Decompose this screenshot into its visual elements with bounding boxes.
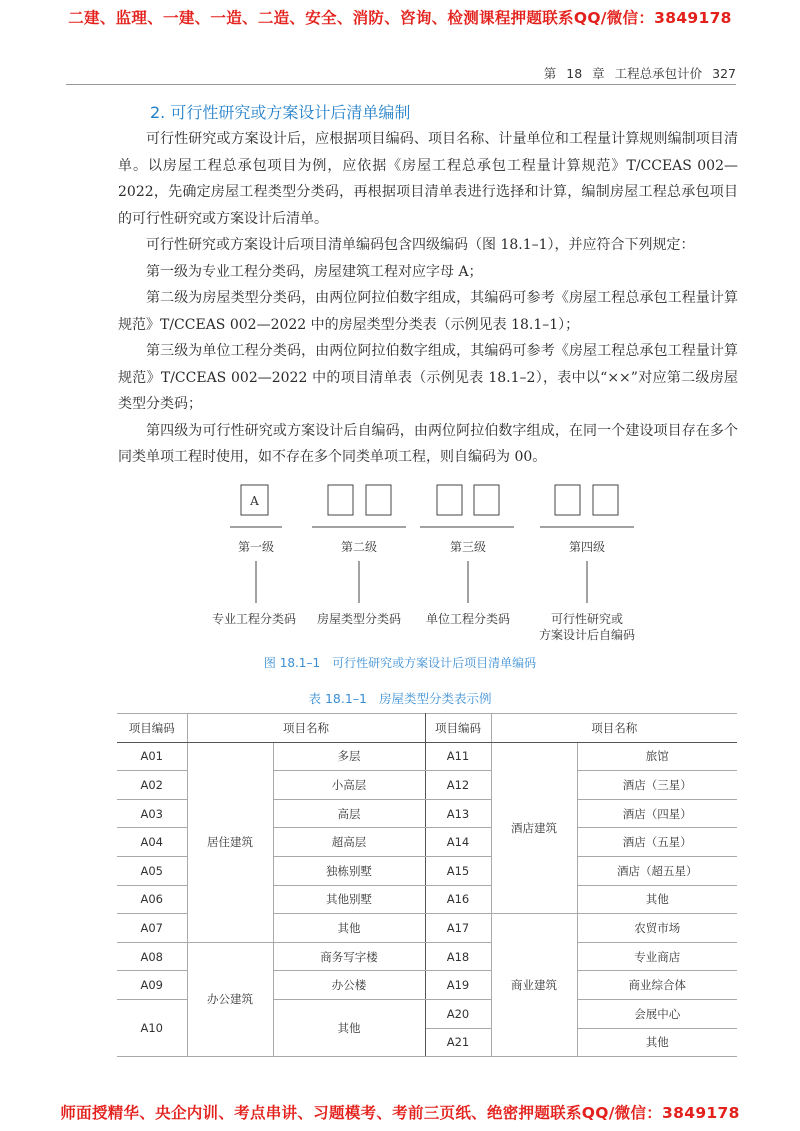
paragraph: 可行性研究或方案设计后，应根据项目编码、项目名称、计量单位和工程量计算规则编制项目清单。以房屋工程总承包项目为例，应依据《房屋工程总承包工程量计算规范》T/CCEAS 002—2022，先确定房屋工程类型分类码，再根据项目清单表进行选择和计算，编制房屋工程总承包项目的可行性研究或方案设计后清单。	[118, 131, 738, 227]
name-cell: 其他	[577, 1028, 737, 1057]
group-cell: 酒店建筑	[491, 742, 577, 914]
code-cell: A14	[425, 828, 491, 857]
name-cell: 其他	[577, 885, 737, 914]
paragraph: 第三级为单位工程分类码，由两位阿拉伯数字组成，其编码可参考《房屋工程总承包工程量计算规范》T/CCEAS 002—2022 中的项目清单表（示例见表 18.1–2），表中以“××”对应第二级房屋类型分类码；	[118, 343, 738, 412]
figure-number: 图 18.1–1	[263, 656, 321, 670]
body-text	[118, 126, 738, 471]
code-cell: A13	[425, 799, 491, 828]
name-cell: 酒店（五星）	[577, 828, 737, 857]
name-cell: 高层	[273, 799, 425, 828]
code-cell: A19	[425, 971, 491, 1000]
name-cell: 酒店（超五星）	[577, 856, 737, 885]
name-cell: 酒店（三星）	[577, 771, 737, 800]
code-cell: A21	[425, 1028, 491, 1057]
level-label: 第四级	[568, 540, 606, 554]
group-cell: 居住建筑	[187, 742, 273, 942]
table-caption	[0, 689, 800, 707]
code-cell: A20	[425, 999, 491, 1028]
name-cell: 办公楼	[273, 971, 425, 1000]
table-caption-text: 房屋类型分类表示例	[379, 691, 492, 706]
level-description: 专业工程分类码	[211, 612, 297, 626]
name-cell: 专业商店	[577, 942, 737, 971]
code-cell: A08	[117, 942, 187, 971]
code-cell: A12	[425, 771, 491, 800]
code-cell: A05	[117, 856, 187, 885]
code-box	[366, 485, 391, 515]
page-header	[66, 62, 736, 85]
code-cell: A02	[117, 771, 187, 800]
level-label: 第一级	[237, 540, 275, 554]
name-cell: 其他	[273, 914, 425, 943]
name-cell: 独栋别墅	[273, 856, 425, 885]
code-cell: A06	[117, 885, 187, 914]
banner-bottom: 师面授精华、央企内训、考点串讲、习题模考、考前三页纸、绝密押题联系QQ/微信：3849178	[60, 1104, 740, 1122]
level-label: 第三级	[449, 540, 487, 554]
name-cell: 商务写字楼	[273, 942, 425, 971]
name-cell: 酒店（四星）	[577, 799, 737, 828]
level-description: 单位工程分类码	[425, 612, 511, 626]
code-cell: A15	[425, 856, 491, 885]
section-title: 2. 可行性研究或方案设计后清单编制	[150, 103, 411, 122]
table-number: 表 18.1–1	[308, 691, 367, 706]
name-cell: 旅馆	[577, 742, 737, 771]
code-cell: A01	[117, 742, 187, 771]
chapter-number: 第 18 章	[543, 66, 605, 81]
name-cell: 超高层	[273, 828, 425, 857]
code-cell: A18	[425, 942, 491, 971]
code-cell: A04	[117, 828, 187, 857]
table-row	[117, 742, 737, 771]
code-box	[437, 485, 462, 515]
figure-caption-text: 可行性研究或方案设计后项目清单编码	[332, 656, 537, 670]
code-box	[593, 485, 618, 515]
code-cell: A03	[117, 799, 187, 828]
column-header: 项目名称	[491, 714, 737, 743]
level-description: 方案设计后自编码	[538, 628, 636, 642]
table-row	[117, 942, 737, 971]
name-cell: 其他	[273, 999, 425, 1056]
name-cell: 其他别墅	[273, 885, 425, 914]
name-cell: 多层	[273, 742, 425, 771]
column-header: 项目编码	[425, 714, 491, 743]
code-box	[555, 485, 580, 515]
banner-top: 二建、监理、一建、一造、二造、安全、消防、咨询、检测课程押题联系QQ/微信：3849178	[68, 9, 732, 27]
code-cell: A09	[117, 971, 187, 1000]
page-number: 327	[712, 66, 736, 81]
code-cell: A17	[425, 914, 491, 943]
chapter-title: 工程总承包计价	[614, 66, 703, 81]
group-cell: 商业建筑	[491, 914, 577, 1057]
paragraph: 第一级为专业工程分类码，房屋建筑工程对应字母 A；	[146, 263, 483, 280]
code-cell: A10	[117, 999, 187, 1056]
code-box	[328, 485, 353, 515]
code-cell: A16	[425, 885, 491, 914]
paragraph: 第四级为可行性研究或方案设计后自编码，由两位阿拉伯数字组成，在同一个建设项目存在多个同类单项工程时使用，如不存在多个同类单项工程，则自编码为 00。	[118, 422, 738, 465]
level-label: 第二级	[340, 540, 378, 554]
classification-table	[117, 713, 737, 1057]
name-cell: 会展中心	[577, 999, 737, 1028]
name-cell: 商业综合体	[577, 971, 737, 1000]
paragraph: 第二级为房屋类型分类码，由两位阿拉伯数字组成，其编码可参考《房屋工程总承包工程量计算规范》T/CCEAS 002—2022 中的房屋类型分类表（示例见表 18.1–1）；	[118, 290, 738, 333]
paragraph: 可行性研究或方案设计后项目清单编码包含四级编码（图 18.1–1），并应符合下列规定：	[146, 237, 695, 253]
table-header-row	[117, 714, 737, 743]
code-letter: A	[250, 494, 259, 508]
code-cell: A11	[425, 742, 491, 771]
name-cell: 小高层	[273, 771, 425, 800]
column-header: 项目编码	[117, 714, 187, 743]
level-description: 可行性研究或	[550, 612, 624, 626]
level-description: 房屋类型分类码	[316, 612, 402, 626]
coding-figure	[0, 470, 800, 645]
code-cell: A07	[117, 914, 187, 943]
group-cell: 办公建筑	[187, 942, 273, 1056]
figure-caption	[0, 654, 800, 671]
name-cell: 农贸市场	[577, 914, 737, 943]
column-header: 项目名称	[187, 714, 425, 743]
code-box	[474, 485, 499, 515]
